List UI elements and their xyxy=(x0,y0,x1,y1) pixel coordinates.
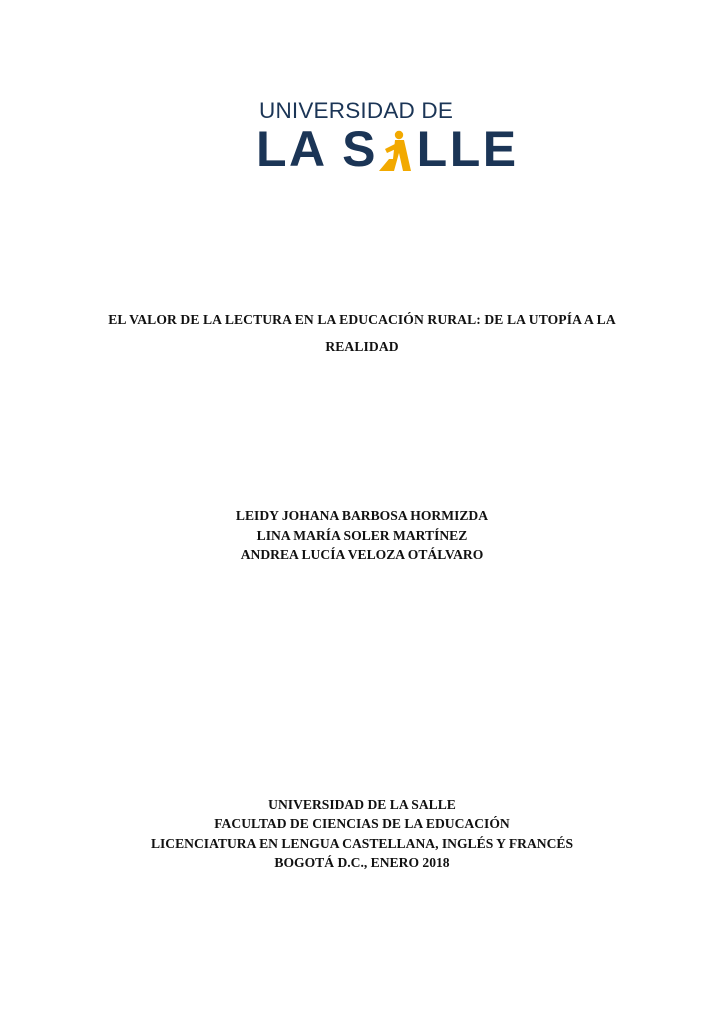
author-name: LINA MARÍA SOLER MARTÍNEZ xyxy=(256,527,468,543)
logo-text-bottom xyxy=(256,121,519,177)
author-name: LEIDY JOHANA BARBOSA HORMIZDA xyxy=(235,508,489,523)
author-name: ANDREA LUCÍA VELOZA OTÁLVARO xyxy=(240,547,484,562)
authors-block xyxy=(70,506,654,565)
logo-text-part1: LA S xyxy=(256,121,379,177)
thesis-title xyxy=(70,306,654,360)
university-name: UNIVERSIDAD DE LA SALLE xyxy=(268,797,456,812)
logo-accent-letter xyxy=(378,124,417,174)
faculty-name: FACULTAD DE CIENCIAS DE LA EDUCACIÓN xyxy=(214,816,510,832)
program-name: LICENCIATURA EN LENGUA CASTELLANA, INGLÉS Y FRANCÉS xyxy=(150,835,574,851)
logo-text-top: UNIVERSIDAD DE xyxy=(259,98,454,123)
thesis-title-line-2: REALIDAD xyxy=(325,339,399,354)
logo-text-part2: LLE xyxy=(416,121,519,177)
place-date: BOGOTÁ D.C., ENERO 2018 xyxy=(274,854,450,870)
thesis-title-line-1: EL VALOR DE LA LECTURA EN LA EDUCACIÓN RURAL: DE LA UTOPÍA A LA xyxy=(108,312,616,327)
logo-accent-icon xyxy=(377,129,413,173)
university-logo xyxy=(256,98,519,178)
institution-block xyxy=(70,795,654,872)
